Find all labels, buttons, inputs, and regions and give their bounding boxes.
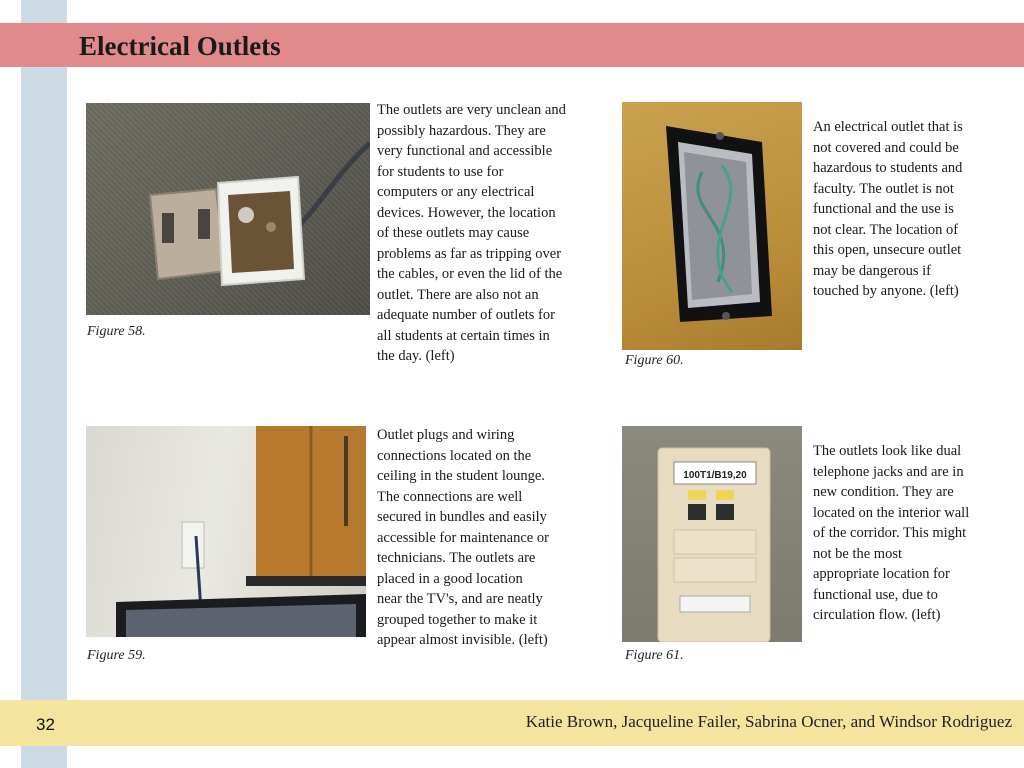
figure-60-description: An electrical outlet that is not covered and could be hazardous to students and faculty. The outlet is not functional and the use is not clear. The location of this open, unsecure outlet may be dangerous if touched by anyone. (left) xyxy=(813,119,963,299)
figure-58-photo xyxy=(86,103,370,315)
plate-label-text: 100T1/B19,20 xyxy=(683,470,747,481)
figure-59-caption: Figure 59. xyxy=(87,648,146,663)
open-wall-outlet-illustration xyxy=(622,102,802,350)
floor-outlet-illustration xyxy=(86,103,370,315)
page-number: 32 xyxy=(36,715,55,734)
authors-credit: Katie Brown, Jacqueline Failer, Sabrina Ocner, and Windsor Rodriguez xyxy=(525,712,1012,731)
figure-58-caption: Figure 58. xyxy=(87,324,146,339)
figure-59-photo xyxy=(86,426,366,637)
figure-60-photo xyxy=(622,102,802,350)
figure-59-description: Outlet plugs and wiring connections located on the ceiling in the student lounge. The connections are well secured in bundles and easily accessible for maintenance or technicians. The outlets are placed in a good location near the TV's, and are neatly grouped together to make it appear almost invisible. (left) xyxy=(377,427,549,648)
figure-58-description: The outlets are very unclean and possibly hazardous. They are very functional and accessible for students to use for computers or any electrical devices. However, the location of these outlets may cause problems as far as tripping over the cables, or even the lid of the outlet. There are also not an adequate number of outlets for all students at certain times in the day. (left) xyxy=(377,102,566,364)
figure-60-caption: Figure 60. xyxy=(625,353,684,368)
figure-61-photo xyxy=(622,426,802,642)
figure-61-caption: Figure 61. xyxy=(625,648,684,663)
lounge-ceiling-illustration xyxy=(86,426,366,637)
figure-61-description: The outlets look like dual telephone jacks and are in new condition. They are located on the interior wall of the corridor. This might not be the most appropriate location for functional use, due to circulation flow. (left) xyxy=(813,443,970,623)
jack-plate-illustration xyxy=(622,426,802,642)
left-accent-stripe xyxy=(21,0,67,768)
page-title: Electrical Outlets xyxy=(79,31,281,61)
